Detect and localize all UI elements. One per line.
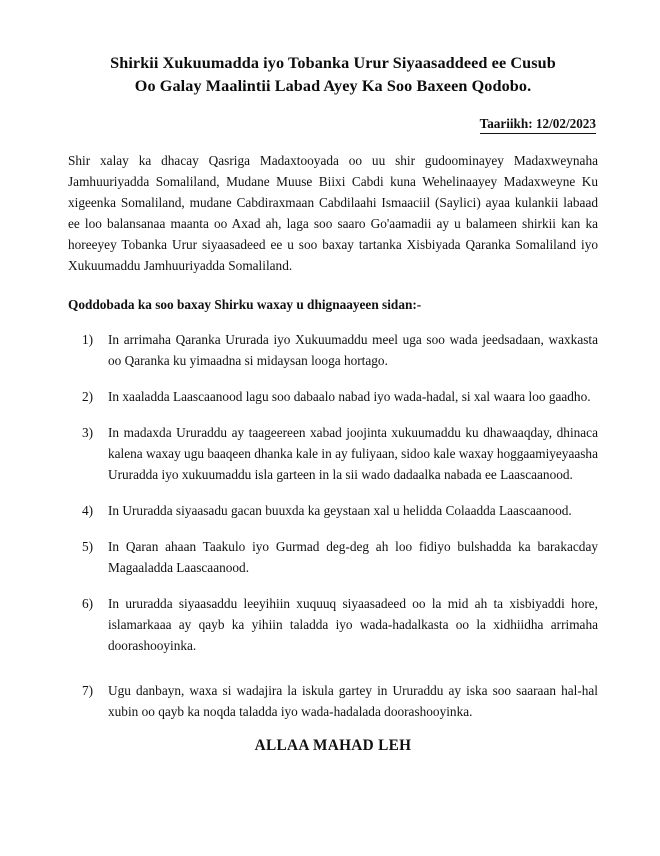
list-item	[68, 593, 598, 656]
list-item-text: In Ururadda siyaasadu gacan buuxda ka geystaan xal u helidda Colaadda Laascaanood.	[108, 502, 572, 518]
list-item	[68, 422, 598, 485]
document-sheet	[10, 10, 650, 846]
list-item	[68, 536, 598, 578]
list-item-text: In xaaladda Laascaanood lagu soo dabaalo nabad iyo wada-hadal, si xal waara loo gaadho.	[108, 388, 591, 404]
list-item-number: 2)	[82, 388, 94, 404]
list-item-text: In arrimaha Qaranka Ururada iyo Xukuumaddu meel uga soo wada jeedsadaan, waxkasta oo Qaranka ku yimaadna si midaysan looga hortago.	[108, 331, 598, 368]
list-item-text: In Qaran ahaan Taakulo iyo Gurmad deg-deg ah loo fidiyo bulshadda ka barakacday Magaaladda Laascaanood.	[108, 538, 598, 575]
title-line-2: Oo Galay Maalintii Labad Ayey Ka Soo Baxeen Qodobo.	[134, 77, 532, 96]
page-title	[68, 52, 598, 99]
list-item-number: 3)	[82, 424, 94, 440]
list-item-number: 4)	[82, 502, 94, 518]
date-row	[68, 115, 596, 134]
list-item-text: In madaxda Ururaddu ay taageereen xabad joojinta xukuumaddu ku dhawaaqday, dhinaca kalena waxay ugu baaqeen dhanka kale in ay fuliyaan, sidoo kale waxay hoggaamiyeyaasha Ururadda iyo xukuumaddu isla garteen in la sii wado dadaalka nabada ee Laascaanood.	[108, 424, 598, 482]
closing-statement: ALLAA MAHAD LEH	[254, 736, 412, 754]
list-item	[68, 329, 598, 371]
list-item-number: 1)	[82, 331, 94, 347]
list-item-text: Ugu danbayn, waxa si wadajira la iskula gartey in Ururaddu ay iska soo saaraan hal-hal xubin oo qayb ka noqda taladda iyo wada-hadalada doorashooyinka.	[108, 682, 598, 719]
title-line-1: Shirkii Xukuumadda iyo Tobanka Urur Siyaasaddeed ee Cusub	[110, 54, 556, 72]
list-item-number: 5)	[82, 538, 94, 554]
points-list	[68, 329, 598, 722]
list-item-number: 6)	[82, 595, 94, 611]
document-date: Taariikh: 12/02/2023	[480, 116, 596, 134]
list-item-number: 7)	[82, 682, 94, 698]
list-item	[68, 680, 598, 722]
list-item	[68, 500, 598, 521]
intro-paragraph: Shir xalay ka dhacay Qasriga Madaxtooyada oo uu shir gudoominayey Madaxweynaha Jamhuuriyadda Somaliland, Mudane Muuse Biixi Cabdi kuna Wehelinaayey Madaxweyne Ku xigeenka Somaliland, mudane Cabdiraxmaan Cabdilaahi Ismaaciil (Saylici) ayaa kulankii labaad ee loo balansanaa maanta oo Axad ah, laga soo saaro Go'aamadii ay u balameen shirkii kan ka horeeyey Tobanka Urur siyaasadeed ee u soo baxay tartanka Xisbiyada Qaranka Somaliland iyo Xukuumaddu Jamhuuriyadda Somaliland.	[68, 152, 598, 273]
list-item-text: In ururadda siyaasaddu leeyihiin xuquuq siyaasadeed oo la mid ah ta xisbiyaddi hore, islamarkaaa ay qayb ka yihiin taladda iyo wada-hadalkasta oo la xidhiidha arrimaha doorashooyinka.	[108, 595, 598, 653]
list-item	[68, 386, 598, 407]
section-subheading: Qoddobada ka soo baxay Shirku waxay u dhignaayeen sidan:-	[68, 296, 422, 312]
